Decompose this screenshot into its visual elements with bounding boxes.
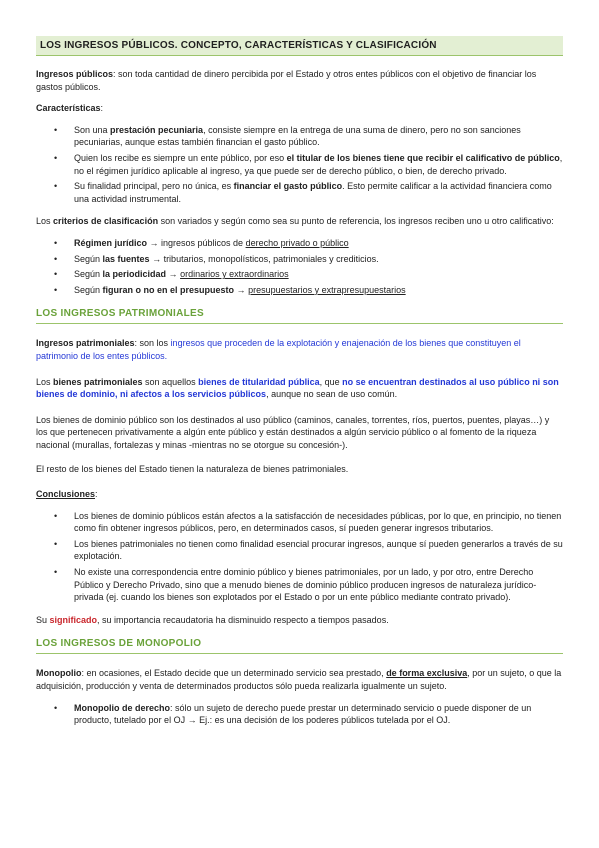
conclusiones-list [36,510,563,604]
list-item: • Los bienes de dominio públicos están afectos a la satisfacción de necesidades públicas, por lo que, en principio, no tienen como fin obtener ingresos públicos, pero, en determinados casos, sí pueden generar ingresos tributarios. [54,510,562,534]
list-item: • No existe una correspondencia entre dominio público y bienes patrimoniales, por un lado, y por otro, entre Derecho Público y Derecho Privado, sino que a menudo bienes de dominio público producen ingresos de naturaleza jurídico-privada (ej. cuando los bienes son explotados por el Estado o por un ente público mediante contrato privado). [54,567,537,603]
bullet-icon: • [54,152,58,163]
section-heading-patrimoniales: LOS INGRESOS PATRIMONIALES [36,306,563,324]
monopolio-list [36,702,563,727]
bienes-patrimoniales-paragraph: Los bienes patrimoniales son aquellos bienes de titularidad pública, que no se encuentran destinados al uso público ni son bienes de dominio, ni afectos a los servicios públicos, aunque no sean de uso común. [36,376,559,400]
list-item: • Los bienes patrimoniales no tienen como finalidad esencial procurar ingresos, aunque sí pueden generarlos a través de su explotación. [54,538,563,562]
list-item: • Según figuran o no en el presupuesto → presupuestarios y extrapresupuestarios [54,284,406,295]
bullet-icon: • [54,538,58,549]
list-item: • Según la periodicidad → ordinarios y extraordinarios [54,269,289,280]
list-item: • Régimen jurídico → ingresos públicos de derecho privado o público [54,237,349,248]
bullet-icon: • [54,284,58,295]
bullet-icon: • [54,702,58,713]
term-ingresos-publicos: Ingresos públicos [36,69,114,79]
list-item: • Según las fuentes → tributarios, monopolísticos, patrimoniales y crediticios. [54,253,379,264]
list-item: • Monopolio de derecho: sólo un sujeto de derecho puede prestar un determinado servicio o puede disponer de un producto, tutelado por el OJ → Ej.: es una decisión de los poderes públicos tutelada por el OJ. [54,702,532,726]
monopolio-definition: Monopolio: en ocasiones, el Estado decide que un determinado servicio sea prestado, de forma exclusiva, por un sujeto, o que la adquisición, producción y venta de determinados productos sólo pueda realizarla igualmente un sujeto. [36,668,562,691]
bullet-icon: • [54,253,58,264]
list-item: • Son una prestación pecuniaria, consiste siempre en la entrega de una suma de dinero, pero no son sanciones pecuniarias, aunque estas también financian el gasto público. [54,124,521,148]
intro-paragraph: Ingresos públicos: son toda cantidad de dinero percibida por el Estado y otros entes públicos con el objetivo de financiar los gastos públicos. [36,69,537,92]
resto-bienes-paragraph: El resto de los bienes del Estado tienen la naturaleza de bienes patrimoniales. [36,464,349,475]
dominio-publico-paragraph: Los bienes de dominio público son los destinados al uso público (caminos, canales, torrentes, ríos, puertos, puentes, playas…) y los que pertenecen privativamente a algún ente público y están destinados a algún servicio público o al fomento de la riqueza nacional (murallas, fortalezas y minas -mientras no se otorgue su concesión-). [36,414,550,450]
bullet-icon: • [54,510,58,521]
bullet-icon: • [54,567,58,578]
main-title: LOS INGRESOS PÚBLICOS. CONCEPTO, CARACTERÍSTICAS Y CLASIFICACIÓN [36,36,563,56]
section-heading-monopolio: LOS INGRESOS DE MONOPOLIO [36,636,563,654]
list-item: • Su finalidad principal, pero no única, es financiar el gasto público. Esto permite calificar a la actividad financiera como una actividad instrumental. [54,181,552,204]
patrimoniales-definition: Ingresos patrimoniales: son los ingresos que proceden de la explotación y enajenación de los bienes que constituyen el patrimonio de los entes públicos. [36,338,521,361]
conclusiones-heading: Conclusiones: [36,489,98,500]
criterios-list [36,237,563,296]
list-item: • Quien los recibe es siempre un ente público, por eso el titular de los bienes tiene que recibir el calificativo de público, no el régimen jurídico aplicable al ingreso, ya que puede ser de derecho público, o bien, de derecho privado. [54,152,563,176]
significado-paragraph: Su significado, su importancia recaudatoria ha disminuido respecto a tiempos pasados. [36,614,389,625]
bullet-icon: • [54,237,58,248]
bullet-icon: • [54,124,58,135]
caracteristicas-heading: Características: [36,103,104,114]
bullet-icon: • [54,269,58,280]
caracteristicas-list [36,124,563,206]
criterios-paragraph: Los criterios de clasificación son variados y según como sea su punto de referencia, los ingresos reciben uno u otro calificativo: [36,216,554,227]
bullet-icon: • [54,181,58,192]
